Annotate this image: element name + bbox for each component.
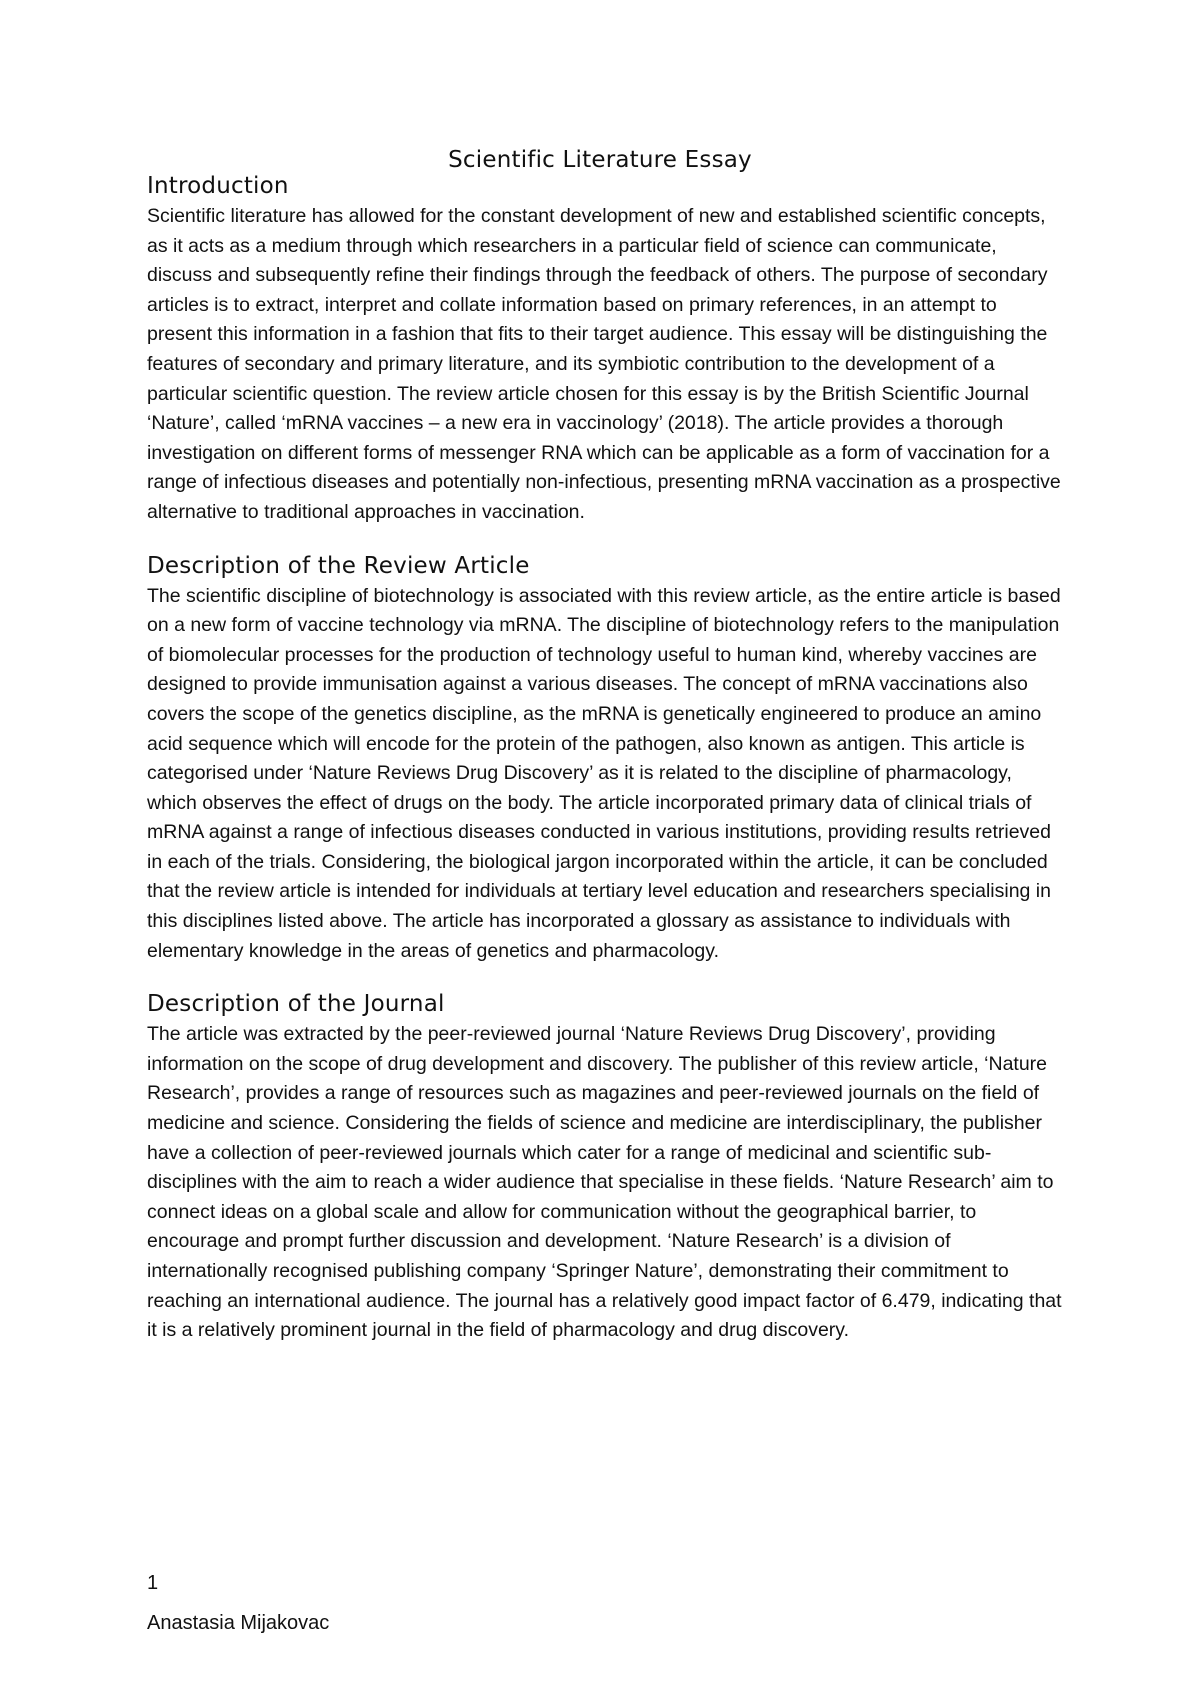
- section-heading-introduction: Introduction: [147, 173, 289, 199]
- author-name: Anastasia Mijakovac: [147, 1612, 330, 1634]
- page-number: 1: [147, 1572, 159, 1594]
- section-spacer: [147, 966, 1067, 988]
- section-introduction: [147, 170, 1067, 528]
- section-paragraph-journal: The article was extracted by the peer-reviewed journal ‘Nature Reviews Drug Discovery’, providing information on the scope of drug development and discovery. The publisher of this review article, ‘Nature Research’, provides a range of resources such as magazines and peer-reviewed journals on the field of medicine and science. Considering the fields of science and medicine are interdisciplinary, the publisher have a collection of peer-reviewed journals which cater for a range of medicinal and scientific sub-disciplines with the aim to reach a wider audience that specialise in these fields. ‘Nature Research’ aim to connect ideas on a global scale and allow for communication without the geographical barrier, to encourage and prompt further discussion and development. ‘Nature Research’ is a division of internationally recognised publishing company ‘Springer Nature’, demonstrating their commitment to reaching an international audience. The journal has a relatively good impact factor of 6.479, indicating that it is a relatively prominent journal in the field of pharmacology and drug discovery.: [147, 1023, 1062, 1342]
- section-heading-journal: Description of the Journal: [147, 991, 445, 1018]
- section-spacer: [147, 528, 1067, 550]
- page-footer: [147, 1568, 329, 1638]
- section-review-article: [147, 550, 1067, 967]
- section-journal: [147, 988, 1067, 1346]
- section-paragraph-introduction: Scientific literature has allowed for the constant development of new and established scientific concepts, as it acts as a medium through which researchers in a particular field of science can communicate, discuss and subsequently refine their findings through the feedback of others. The purpose of secondary articles is to extract, interpret and collate information based on primary references, in an attempt to present this information in a fashion that fits to their target audience. This essay will be distinguishing the features of secondary and primary literature, and its symbiotic contribution to the development of a particular scientific question. The review article chosen for this essay is by the British Scientific Journal ‘Nature’, called ‘mRNA vaccines – a new era in vaccinology’ (2018). The article provides a thorough investigation on different forms of messenger RNA which can be applicable as a form of vaccination for a range of infectious diseases and potentially non-infectious, presenting mRNA vaccination as a prospective alternative to traditional approaches in vaccination.: [147, 205, 1061, 523]
- section-paragraph-review-article: The scientific discipline of biotechnology is associated with this review article, as the entire article is based on a new form of vaccine technology via mRNA. The discipline of biotechnology refers to the manipulation of biomolecular processes for the production of technology useful to human kind, whereby vaccines are designed to provide immunisation against a various diseases. The concept of mRNA vaccinations also covers the scope of the genetics discipline, as the mRNA is genetically engineered to produce an amino acid sequence which will encode for the protein of the pathogen, also known as antigen. This article is categorised under ‘Nature Reviews Drug Discovery’ as it is related to the discipline of pharmacology, which observes the effect of drugs on the body. The article incorporated primary data of clinical trials of mRNA against a range of infectious diseases conducted in various institutions, providing results retrieved in each of the trials. Considering, the biological jargon incorporated within the article, it can be concluded that the review article is intended for individuals at tertiary level education and researchers specialising in this disciplines listed above. The article has incorporated a glossary as assistance to individuals with elementary knowledge in the areas of genetics and pharmacology.: [147, 584, 1061, 962]
- document-body: [147, 170, 1067, 1346]
- document-title: Scientific Literature Essay: [448, 147, 752, 173]
- section-heading-review-article: Description of the Review Article: [147, 552, 530, 579]
